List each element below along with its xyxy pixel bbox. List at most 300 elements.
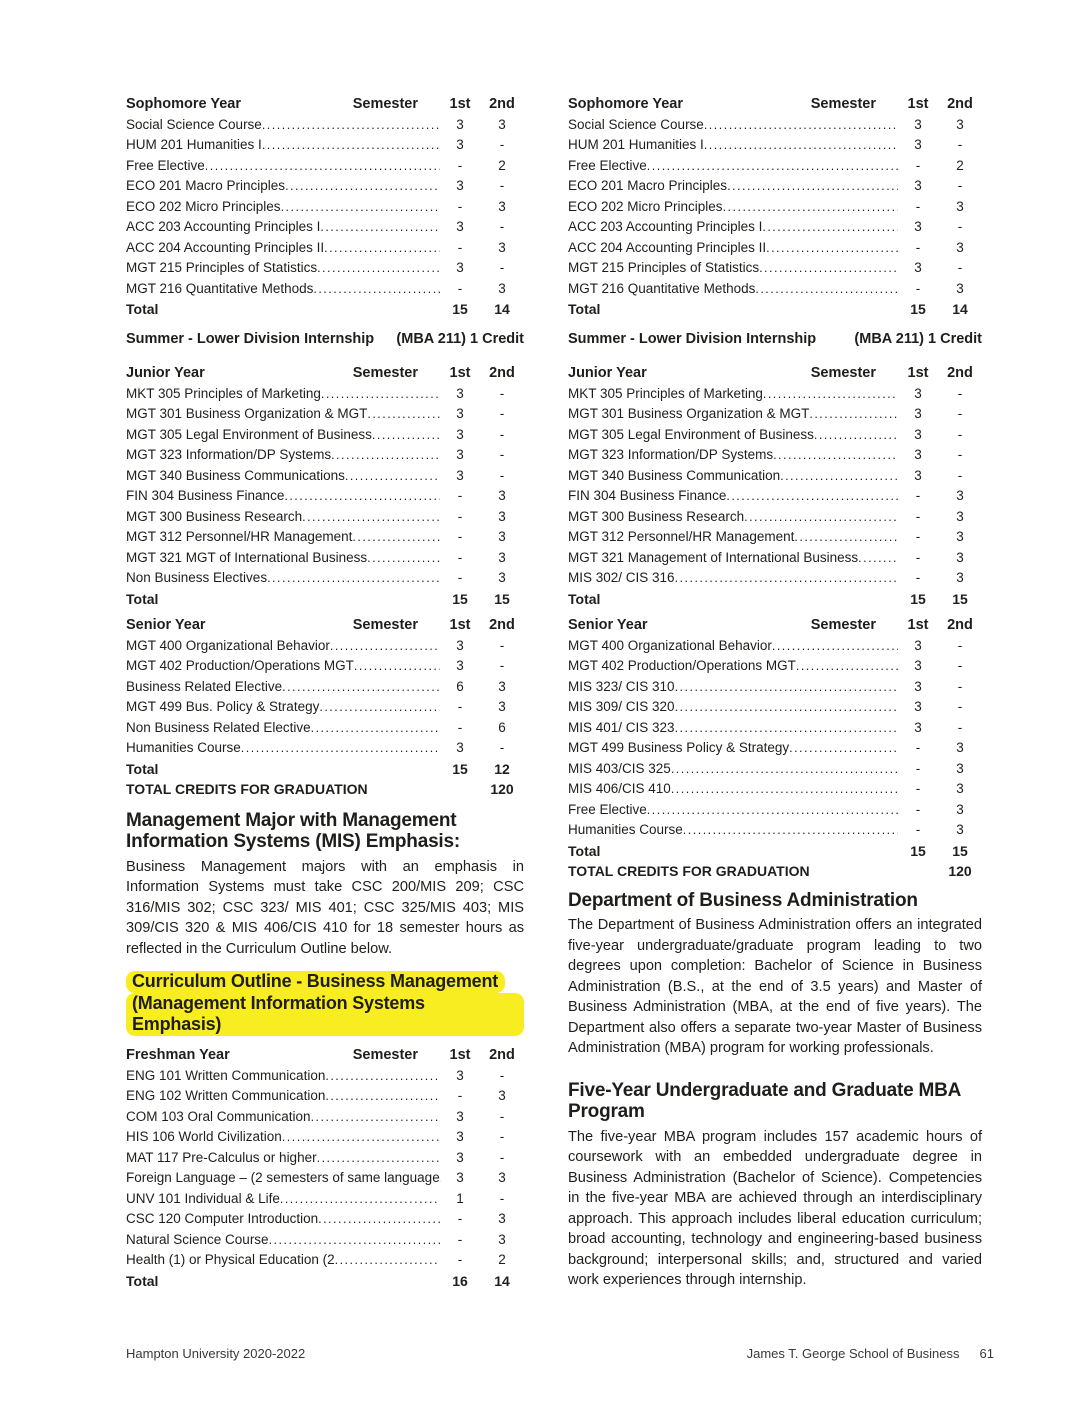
credit-1st: 3: [456, 385, 464, 401]
table-row: [126, 258, 524, 279]
table-row: [126, 697, 524, 718]
dot-leader: [325, 1086, 440, 1107]
dot-leader: [773, 445, 898, 466]
summer-label: Summer - Lower Division Internship: [126, 330, 375, 347]
total-1st: 15: [910, 590, 926, 607]
credit-1st: -: [915, 781, 921, 796]
col-1st-label: 1st: [449, 365, 471, 381]
credit-2nd: 3: [498, 529, 506, 544]
course-name: MGT 305 Legal Environment of Business: [126, 426, 372, 442]
table-title: Sophomore Year: [568, 96, 683, 112]
credit-2nd: 3: [498, 280, 506, 296]
dot-leader: [284, 486, 440, 507]
dot-leader: [796, 656, 898, 677]
credit-1st: 3: [914, 260, 922, 275]
course-name: MGT 312 Personnel/HR Management: [126, 529, 353, 544]
dot-leader: [763, 384, 898, 405]
dot-leader: [311, 1107, 440, 1128]
credit-2nd: 2: [498, 157, 506, 173]
grad-credits-label: TOTAL CREDITS FOR GRADUATION: [126, 781, 368, 797]
table-senior-right: [568, 615, 982, 882]
total-label: Total: [568, 590, 601, 607]
table-row: [126, 425, 524, 446]
semester-label: Semester: [352, 96, 418, 112]
dot-leader: [647, 156, 898, 177]
credit-2nd: 3: [956, 116, 964, 132]
credit-1st: 3: [456, 178, 464, 193]
credit-2nd: 3: [956, 549, 964, 565]
credit-2nd: -: [957, 426, 963, 442]
table-title: Junior Year: [568, 365, 647, 381]
credit-1st: -: [915, 822, 921, 837]
course-name: FIN 304 Business Finance: [126, 488, 285, 503]
dot-leader: [671, 759, 898, 780]
total-label: Total: [126, 760, 159, 777]
dot-leader: [285, 176, 440, 197]
dot-leader: [683, 820, 898, 841]
course-name: COM 103 Oral Communication: [126, 1108, 311, 1124]
credit-2nd: 3: [956, 239, 964, 255]
table-row: [126, 1148, 524, 1169]
table-rows: [568, 384, 982, 589]
course-name: ACC 203 Accounting Principles I: [568, 219, 763, 234]
credit-2nd: 3: [956, 740, 964, 755]
credit-2nd: 6: [498, 719, 506, 735]
dot-leader: [726, 486, 898, 507]
col-1st-label: 1st: [449, 96, 471, 112]
credit-2nd: -: [957, 678, 963, 694]
dot-leader: [755, 279, 898, 300]
credit-1st: 3: [456, 219, 464, 234]
credit-1st: -: [457, 239, 463, 255]
course-name: MIS 323/ CIS 310: [568, 678, 675, 694]
credit-2nd: 3: [498, 549, 506, 565]
credit-1st: -: [457, 719, 463, 735]
credit-2nd: -: [957, 219, 963, 234]
table-row: [126, 1168, 524, 1189]
credit-2nd: 3: [498, 1211, 506, 1226]
semester-label: Semester: [352, 365, 418, 381]
course-name: MGT 340 Business Communications: [126, 467, 345, 483]
total-label: Total: [126, 301, 159, 317]
dot-leader: [241, 738, 440, 759]
dot-leader: [282, 1127, 440, 1148]
table-sophomore-left: [126, 94, 524, 320]
credit-2nd: 3: [498, 1088, 506, 1103]
dot-leader: [318, 1209, 440, 1230]
footer-left: Hampton University 2020-2022: [126, 1346, 306, 1361]
table-row: [126, 466, 524, 487]
credit-2nd: -: [957, 637, 963, 653]
credit-1st: -: [915, 508, 921, 524]
table-rows: [568, 636, 982, 841]
course-name: MGT 402 Production/Operations MGT: [568, 658, 796, 673]
course-name: MGT 321 MGT of International Business: [126, 549, 368, 565]
course-name: MGT 215 Principles of Statistics: [126, 260, 318, 275]
credit-1st: 3: [456, 260, 464, 275]
summer-internship-line: [568, 329, 982, 350]
dot-leader: [675, 718, 898, 739]
col-2nd-label: 2nd: [489, 365, 515, 381]
summer-credit: (MBA 211) 1 Credit: [396, 330, 524, 347]
table-row: [126, 1086, 524, 1107]
table-row: [126, 238, 524, 259]
credit-1st: 3: [456, 116, 464, 132]
table-row: [126, 445, 524, 466]
credit-2nd: 3: [956, 529, 964, 544]
table-row: [568, 156, 982, 177]
total-1st: 15: [910, 842, 926, 859]
col-1st-label: 1st: [449, 1047, 471, 1063]
credit-1st: 3: [914, 137, 922, 152]
credit-1st: -: [457, 280, 463, 296]
credit-2nd: 3: [498, 488, 506, 503]
course-name: ENG 101 Written Communication: [126, 1067, 326, 1083]
dot-leader: [727, 176, 898, 197]
course-name: ACC 203 Accounting Principles I: [126, 219, 321, 234]
credit-1st: -: [457, 549, 463, 565]
credit-2nd: -: [499, 260, 505, 275]
table-row: [126, 1066, 524, 1087]
table-row: [126, 548, 524, 569]
credit-1st: -: [457, 570, 463, 585]
table-freshman-left: [126, 1045, 524, 1291]
curriculum-outline-heading: [126, 971, 524, 1036]
credit-1st: 3: [456, 1149, 464, 1165]
credit-2nd: -: [499, 1190, 505, 1206]
table-senior-left: [126, 615, 524, 800]
dot-leader: [317, 1148, 440, 1169]
credit-1st: 3: [914, 219, 922, 234]
credit-2nd: 3: [956, 508, 964, 524]
credit-1st: 3: [456, 658, 464, 673]
grad-credits-value: 120: [490, 781, 514, 797]
course-name: HIS 106 World Civilization: [126, 1129, 282, 1144]
credit-1st: -: [457, 1252, 463, 1267]
course-name: Social Science Course: [126, 116, 262, 132]
course-name: ECO 202 Micro Principles: [126, 198, 281, 214]
table-rows: [126, 636, 524, 759]
col-1st-label: 1st: [907, 617, 929, 633]
total-label: Total: [568, 301, 601, 317]
dot-leader: [352, 527, 440, 548]
footer-right: [747, 1346, 994, 1362]
table-row: [126, 1127, 524, 1148]
credit-1st: 3: [914, 719, 922, 735]
table-header: [126, 94, 524, 115]
course-name: HUM 201 Humanities I: [126, 137, 262, 152]
dot-leader: [704, 135, 898, 156]
credit-1st: -: [915, 760, 921, 776]
table-row: [568, 115, 982, 136]
credit-1st: -: [915, 239, 921, 255]
credit-1st: -: [915, 157, 921, 173]
total-label: Total: [568, 842, 601, 859]
total-2nd: 15: [494, 590, 510, 607]
credit-2nd: -: [957, 385, 963, 401]
table-row: [126, 568, 524, 589]
credit-2nd: 3: [498, 570, 506, 585]
course-name: Natural Science Course: [126, 1231, 269, 1247]
table-row: [126, 217, 524, 238]
dot-leader: [814, 425, 898, 446]
credit-1st: 3: [914, 678, 922, 694]
course-name: MGT 300 Business Research: [568, 508, 745, 524]
credit-2nd: 3: [956, 822, 964, 837]
course-name: ACC 204 Accounting Principles II: [126, 239, 325, 255]
credit-1st: 3: [456, 137, 464, 152]
dot-leader: [671, 779, 898, 800]
grad-credits-value: 120: [948, 863, 972, 879]
credit-1st: 3: [456, 637, 464, 653]
course-name: MGT 300 Business Research: [126, 508, 303, 524]
table-row: [568, 258, 982, 279]
course-name: MGT 499 Business Policy & Strategy: [568, 740, 790, 755]
course-name: MIS 309/ CIS 320: [568, 699, 675, 714]
dot-leader: [313, 279, 440, 300]
credit-2nd: -: [499, 1149, 505, 1165]
table-row: [568, 568, 982, 589]
table-row: [568, 527, 982, 548]
course-name: Non Business Electives: [126, 570, 268, 585]
course-name: MGT 499 Bus. Policy & Strategy: [126, 699, 320, 714]
course-name: HUM 201 Humanities I: [568, 137, 704, 152]
table-sophomore-right: [568, 94, 982, 320]
table-row: [568, 636, 982, 657]
course-name: MIS 406/CIS 410: [568, 781, 671, 796]
col-2nd-label: 2nd: [947, 96, 973, 112]
table-rows: [568, 115, 982, 300]
credit-2nd: -: [499, 447, 505, 462]
dot-leader: [325, 1066, 440, 1087]
table-row: [126, 718, 524, 739]
dot-leader: [766, 238, 898, 259]
dot-leader: [267, 568, 440, 589]
dot-leader: [282, 677, 440, 698]
credit-2nd: 3: [956, 570, 964, 585]
page-number: 61: [979, 1346, 994, 1361]
course-name: MKT 305 Principles of Marketing: [568, 385, 763, 401]
col-2nd-label: 2nd: [489, 96, 515, 112]
dot-leader: [675, 568, 898, 589]
dot-leader: [330, 636, 440, 657]
table-row: [126, 507, 524, 528]
credit-2nd: -: [499, 1129, 505, 1144]
credit-1st: 3: [456, 1170, 464, 1185]
footer-school-name: James T. George School of Business: [746, 1346, 960, 1361]
dot-leader: [280, 1189, 440, 1210]
left-column: [126, 94, 524, 1291]
table-row: [126, 486, 524, 507]
course-name: MGT 400 Organizational Behavior: [126, 637, 330, 653]
credit-1st: -: [457, 198, 463, 214]
table-row: [568, 738, 982, 759]
credit-1st: -: [915, 280, 921, 296]
table-header: [126, 1045, 524, 1066]
course-name: ENG 102 Written Communication: [126, 1088, 326, 1103]
credit-2nd: 3: [498, 678, 506, 694]
total-1st: 16: [452, 1272, 468, 1289]
course-name: MIS 401/ CIS 323: [568, 719, 675, 735]
credit-1st: 3: [914, 658, 922, 673]
total-row: [568, 299, 982, 320]
credit-1st: -: [915, 549, 921, 565]
dot-leader: [744, 507, 898, 528]
table-row: [126, 738, 524, 759]
credit-2nd: 3: [498, 116, 506, 132]
course-name: MGT 402 Production/Operations MGT: [126, 658, 354, 673]
dot-leader: [262, 135, 440, 156]
credit-2nd: -: [499, 637, 505, 653]
table-row: [568, 800, 982, 821]
curriculum-outline-line2: (Management Information Systems Emphasis): [126, 993, 524, 1036]
credit-2nd: -: [957, 260, 963, 275]
credit-1st: 3: [914, 699, 922, 714]
credit-1st: 3: [914, 385, 922, 401]
col-1st-label: 1st: [907, 365, 929, 381]
dot-leader: [354, 656, 440, 677]
total-1st: 15: [452, 301, 468, 317]
dot-leader: [281, 197, 440, 218]
credit-1st: -: [457, 1231, 463, 1247]
course-name: MGT 312 Personnel/HR Management: [568, 529, 795, 544]
credit-1st: 3: [914, 116, 922, 132]
dot-leader: [789, 738, 898, 759]
credit-2nd: 3: [956, 280, 964, 296]
grad-credits-row: [568, 861, 982, 882]
dept-admin-paragraph: The Department of Business Administration offers an integrated five-year undergraduate/graduate program leading to two degrees upon completion: Bachelor of Science in Business Administration (B.S., at the end of 3.5 years) and Master of Business Administration (MBA, at the end of five years). The Department also offers a separate two-year Master of Business Administration (MBA) program for working professionals.: [568, 917, 982, 1056]
table-row: [568, 217, 982, 238]
dot-leader: [367, 404, 440, 425]
table-row: [568, 718, 982, 739]
table-row: [568, 677, 982, 698]
col-2nd-label: 2nd: [489, 1047, 515, 1063]
course-name: Humanities Course: [568, 822, 683, 837]
table-row: [568, 486, 982, 507]
table-row: [568, 507, 982, 528]
credit-1st: 3: [914, 467, 922, 483]
credit-2nd: -: [499, 740, 505, 755]
table-row: [126, 176, 524, 197]
course-name: CSC 120 Computer Introduction: [126, 1211, 319, 1226]
credit-1st: 3: [456, 1067, 464, 1083]
col-1st-label: 1st: [907, 96, 929, 112]
credit-1st: 3: [456, 406, 464, 421]
dot-leader: [345, 466, 440, 487]
course-name: Foreign Language – (2 semesters of same language: [126, 1170, 440, 1185]
table-row: [568, 197, 982, 218]
credit-2nd: 3: [956, 781, 964, 796]
dept-admin-heading: Department of Business Administration: [568, 889, 918, 911]
dot-leader: [320, 217, 440, 238]
table-row: [568, 279, 982, 300]
footer: [126, 1346, 994, 1362]
table-row: [126, 527, 524, 548]
table-row: [126, 384, 524, 405]
dot-leader: [335, 1250, 440, 1271]
dot-leader: [319, 697, 440, 718]
credit-1st: -: [457, 1211, 463, 1226]
dot-leader: [269, 1230, 440, 1251]
dot-leader: [317, 258, 440, 279]
credit-2nd: -: [499, 658, 505, 673]
col-1st-label: 1st: [449, 617, 471, 633]
course-name: Business Related Elective: [126, 678, 283, 694]
credit-1st: -: [915, 529, 921, 544]
course-name: MGT 301 Business Organization & MGT: [568, 406, 810, 421]
table-row: [126, 197, 524, 218]
table-header: [568, 615, 982, 636]
total-label: Total: [126, 1272, 159, 1289]
total-row: [126, 589, 524, 610]
credit-2nd: 3: [498, 1231, 506, 1247]
table-row: [126, 156, 524, 177]
summer-internship-line: [126, 329, 524, 350]
table-row: [568, 176, 982, 197]
table-title: Junior Year: [126, 365, 205, 381]
credit-1st: -: [915, 198, 921, 214]
credit-2nd: 3: [956, 198, 964, 214]
course-name: Non Business Related Elective: [126, 719, 311, 735]
grad-credits-row: [126, 779, 524, 800]
table-row: [126, 279, 524, 300]
course-name: Free Elective: [126, 157, 205, 173]
credit-1st: 3: [914, 426, 922, 442]
table-row: [126, 677, 524, 698]
table-row: [568, 548, 982, 569]
dot-leader: [311, 718, 440, 739]
credit-1st: -: [457, 529, 463, 544]
course-name: MKT 305 Principles of Marketing: [126, 385, 321, 401]
curriculum-outline-line1: Curriculum Outline - Business Management: [126, 971, 505, 993]
table-title: Freshman Year: [126, 1047, 230, 1063]
table-row: [568, 697, 982, 718]
course-name: ECO 202 Micro Principles: [568, 198, 723, 214]
total-1st: 15: [452, 590, 468, 607]
semester-label: Semester: [810, 365, 876, 381]
credit-1st: -: [457, 508, 463, 524]
course-name: Health (1) or Physical Education (2: [126, 1252, 335, 1267]
course-name: MGT 323 Information/DP Systems: [126, 447, 332, 462]
total-2nd: 12: [494, 760, 510, 777]
table-header: [568, 363, 982, 384]
course-name: ECO 201 Macro Principles: [126, 178, 286, 193]
col-2nd-label: 2nd: [489, 617, 515, 633]
dot-leader: [772, 636, 898, 657]
semester-label: Semester: [810, 96, 876, 112]
table-row: [126, 1107, 524, 1128]
semester-label: Semester: [352, 1047, 418, 1063]
grad-credits-label: TOTAL CREDITS FOR GRADUATION: [568, 863, 810, 879]
credit-1st: -: [915, 570, 921, 585]
table-row: [568, 779, 982, 800]
dot-leader: [858, 548, 898, 569]
credit-1st: 3: [914, 178, 922, 193]
table-row: [568, 238, 982, 259]
credit-1st: 1: [456, 1190, 464, 1206]
mis-emphasis-paragraph: Business Management majors with an emphasis in Information Systems must take CSC 200/MIS 209; CSC 316/MIS 302; CSC 323/ MIS 401; CSC 325/MIS 403; MIS 309/CIS 320 & MIS 406/CIS 410 for 18 semester hours as reflected in the Curriculum Outline below.: [126, 858, 524, 957]
total-row: [126, 299, 524, 320]
summer-credit: (MBA 211) 1 Credit: [854, 330, 982, 347]
credit-1st: -: [915, 740, 921, 755]
credit-1st: 3: [456, 1129, 464, 1144]
credit-1st: -: [457, 157, 463, 173]
total-row: [126, 759, 524, 780]
credit-2nd: -: [957, 467, 963, 483]
dot-leader: [704, 115, 898, 136]
table-row: [126, 1230, 524, 1251]
total-2nd: 14: [494, 1272, 510, 1289]
